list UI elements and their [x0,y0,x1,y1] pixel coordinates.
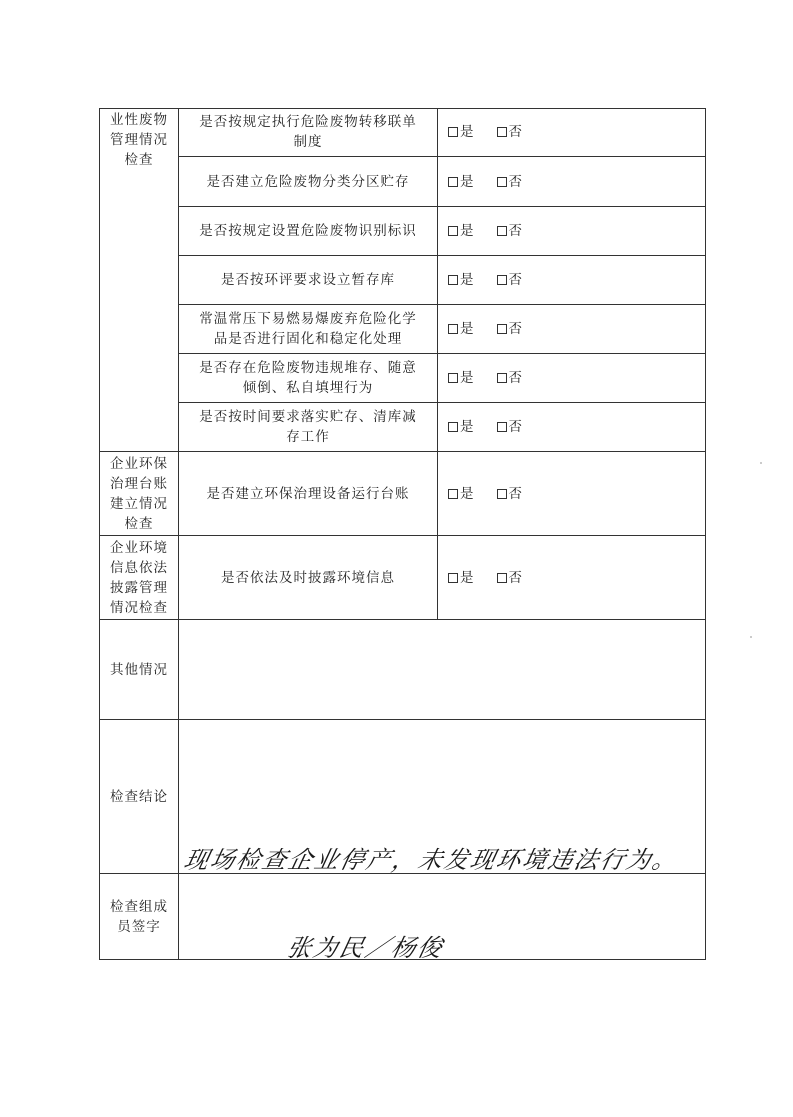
question-cell: 是否按规定执行危险废物转移联单 制度 [199,114,417,150]
yes-checkbox[interactable] [448,275,458,285]
answer-options: 是 否 [438,305,706,353]
question-cell: 是否按环评要求设立暂存库 [221,272,395,288]
answer-options: 是 否 [438,403,706,451]
no-checkbox[interactable] [497,177,507,187]
yes-checkbox[interactable] [448,373,458,383]
question-cell: 是否按规定设置危险废物识别标识 [199,223,417,239]
no-checkbox[interactable] [497,573,507,583]
yes-checkbox[interactable] [448,489,458,499]
section-label-signatures: 检查组成 员签字 [110,899,168,935]
question-cell: 是否建立环保治理设备运行台账 [206,485,410,502]
section-label-other: 其他情况 [110,661,168,678]
question-cell: 是否依法及时披露环境信息 [221,569,395,586]
yes-checkbox[interactable] [448,422,458,432]
table-divider [99,719,706,720]
no-checkbox[interactable] [497,489,507,499]
question-cell: 常温常压下易燃易爆废弃危险化学 品是否进行固化和稳定化处理 [199,311,417,347]
yes-checkbox[interactable] [448,573,458,583]
scan-speck [760,462,762,464]
yes-checkbox[interactable] [448,324,458,334]
yes-checkbox[interactable] [448,177,458,187]
no-checkbox[interactable] [497,127,507,137]
section-label-conclusion: 检查结论 [110,788,168,805]
answer-options: 是 否 [438,452,706,535]
no-checkbox[interactable] [497,373,507,383]
yes-checkbox[interactable] [448,226,458,236]
conclusion-handwriting: 现场检查企业停产，未发现环境违法行为。 [181,846,682,874]
answer-options: 是 否 [438,108,706,156]
answer-options: 是 否 [438,207,706,255]
answer-options: 是 否 [438,354,706,402]
question-cell: 是否存在危险废物违规堆存、随意 倾倒、私自填埋行为 [199,360,417,396]
answer-options: 是 否 [438,157,706,206]
no-checkbox[interactable] [497,226,507,236]
answer-options: 是 否 [438,256,706,304]
other-content-field[interactable] [179,620,706,719]
scan-speck [750,636,752,638]
question-cell: 是否按时间要求落实贮存、清库减 存工作 [199,409,417,445]
signature-handwriting: 张为民／杨俊 [284,934,447,962]
yes-checkbox[interactable] [448,127,458,137]
section-label-info-disclosure: 企业环境 信息依法 披露管理 情况检查 [110,539,168,616]
no-checkbox[interactable] [497,422,507,432]
no-checkbox[interactable] [497,324,507,334]
no-checkbox[interactable] [497,275,507,285]
section-label-treatment-ledger: 企业环保 治理台账 建立情况 检查 [110,455,168,532]
answer-options: 是 否 [438,536,706,619]
section-label-hazardous-waste: 业性废物 管理情况 检查 [110,112,168,168]
question-cell: 是否建立危险废物分类分区贮存 [206,173,410,190]
